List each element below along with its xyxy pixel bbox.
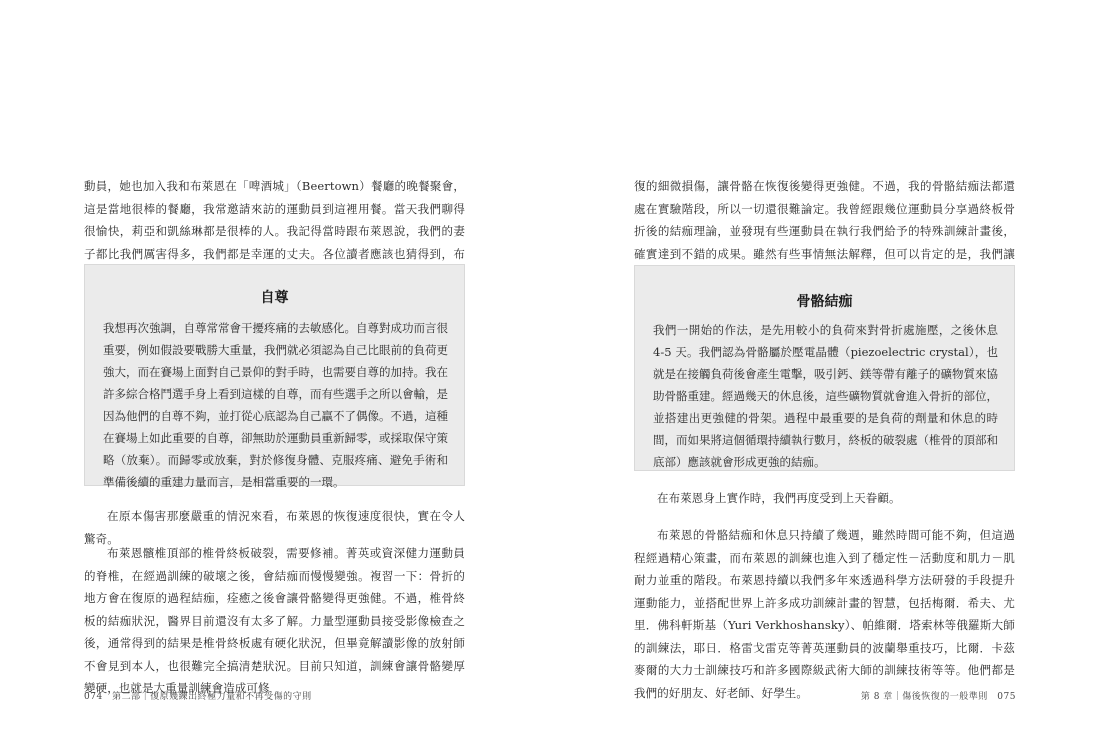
sidebar-self-esteem [84, 264, 465, 489]
sidebar-body: 我想再次強調，自尊常常會干擾疼痛的去敏感化。自尊對成功而言很重要，例如假設要戰勝大重量，我們就必須認為自己比眼前的負荷更強大，而在賽場上面對自己景仰的對手時，也需要自尊的加持。我在許多綜合格鬥選手身上看到這樣的自尊，而有些選手之所以會輸，是因為他們的自尊不夠，並打從心底認為自己贏不了偶像。不過，這種在賽場上如此重要的自尊，卻無助於運動員重新歸零，或採取保守策略（放棄）。而歸零或放棄，對於修復身體、克服疼痛、避免手術和準備後續的重建力量而言，是相當重要的一環。 [103, 321, 448, 489]
right-page [550, 0, 1100, 752]
right-intro-paragraph: 復的細微損傷，讓骨骼在恢復後變得更強健。不過，我的骨骼結痂法都還處在實驗階段，所以一切還很難論定。我曾經跟幾位運動員分享過終板骨折後的結痂理論，並發現有些運動員在執行我們給予的特殊訓練計畫後，確實達到不錯的成果。雖然有些事情無法解釋，但可以肯定的是，我們讓 [634, 179, 1015, 261]
left-paragraph-3: 布萊恩髕椎頂部的椎骨終板破裂，需要修補。菁英或資深健力運動員的脊椎，在經過訓練的破壞之後，會結痂而慢慢變強。複習一下：骨折的地方會在復原的過程結痂，痊癒之後會讓骨骼變得更強健。不過，椎骨終板的結痂狀況，醫界目前還沒有太多了解。力量型運動員接受影像檢查之後，通常得到的結果是椎骨終板處有硬化狀況，但畢竟解讀影像的放射師不會見到本人，也很難完全搞清楚狀況。目前只知道，訓練會讓骨骼變厚變硬，也就是大重量訓練會造成可修 [84, 546, 465, 695]
sidebar-body: 我們一開始的作法，是先用較小的負荷來對骨折處施壓，之後休息 4-5 天。我們認為骨骼屬於壓電晶體（piezoelectric crystal），也就是在接觸負荷後會產生電擊，吸引鈣、鎂等帶有離子的礦物質來協助骨骼重建。經過幾天的休息後，這些礦物質就會進入骨折的部位，並搭建出更強健的骨架。過程中最重要的是負荷的劑量和休息的時間，而如果將這個循環持續執行數月，終板的破裂處（椎骨的頂部和底部）應該就會形成更強的結痂。 [653, 323, 998, 469]
left-paragraph-2: 在原本傷害那麼嚴重的情況來看，布萊恩的恢復速度很快，實在令人驚奇。 [84, 509, 465, 546]
sidebar-title: 骨骼結痂 [796, 294, 853, 310]
right-paragraph-2: 在布萊恩身上實作時，我們再度受到上天眷顧。 [657, 491, 901, 505]
left-intro-paragraph: 動員，她也加入我和布萊恩在「啤酒城」（Beertown）餐廳的晚餐聚會，這是當地很棒的餐廳，我常邀請來訪的運動員到這裡用餐。當天我們聊得很愉快，莉亞和凱絲琳都是很棒的人。我記得當時跟布萊恩說，我們的妻子都比我們厲害得多，我們都是幸運的丈夫。各位讀者應該也猜得到，布 [84, 179, 465, 261]
sidebar-bone-callus [634, 265, 1015, 471]
left-page-footer: 074 第二部｜復原幾練出終極力量和不再受傷的守則 [84, 692, 312, 702]
right-paragraph-3: 布萊恩的骨骼結痂和休息只持續了幾週，雖然時間可能不夠，但這過程經過精心策畫，而布萊恩的訓練也進入到了穩定性－活動度和肌力－肌耐力並重的階段。布萊恩持續以我們多年來透過科學方法研發的手段提升運動能力，並搭配世界上許多成功訓練計畫的智慧，包括梅爾．希夫、尤里．佛科軒斯基（Yuri Verkhoshansky）、帕維爾．塔索林等俄羅斯大師的訓練法，耶日．格雷戈雷克等菁英運動員的波蘭舉重技巧，比爾．卡茲麥爾的大力士訓練技巧和許多國際級武術大師的訓練技術等等。他們都是我們的好朋友、好老師、好學生。 [634, 528, 1015, 700]
sidebar-title: 自尊 [260, 290, 289, 306]
right-page-footer: 第 8 章｜傷後恢復的一般準則 075 [860, 692, 1016, 702]
